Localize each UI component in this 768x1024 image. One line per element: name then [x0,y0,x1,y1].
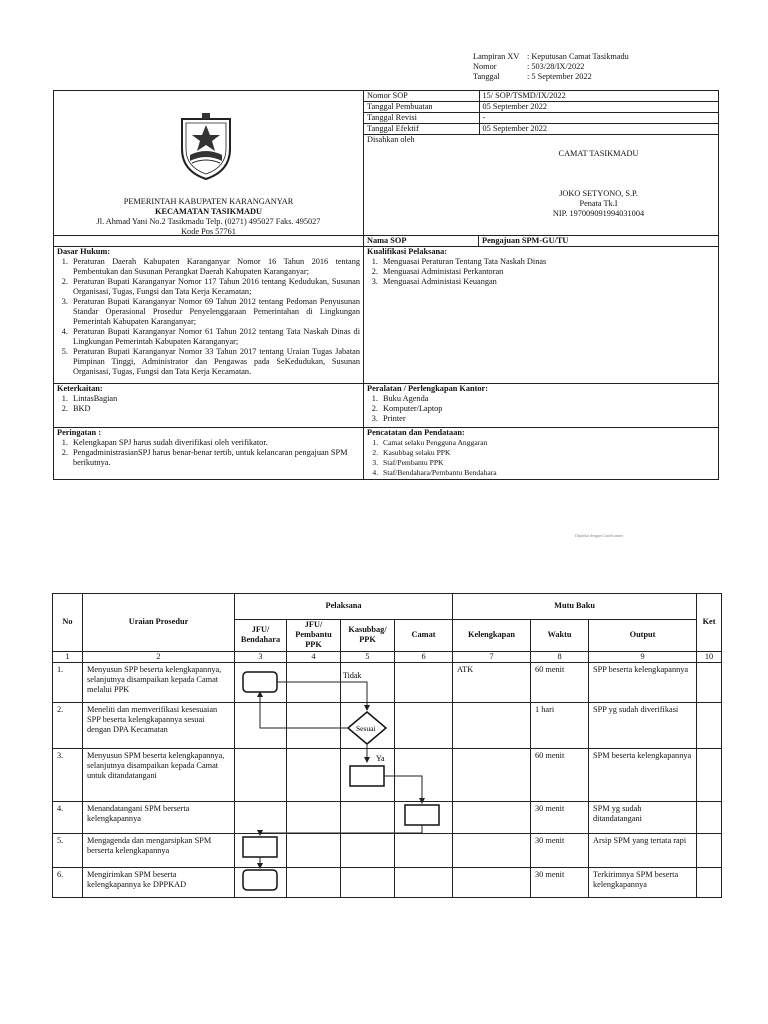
list-item: 2. Komputer/Laptop [380,404,715,414]
list-item: 1. Menguasai Peraturan Tentang Tata Naskah Dinas [380,257,715,267]
col-number: 1 [53,651,83,662]
row-output: SPP beserta kelengkapannya [589,662,697,702]
row-no: 3. [53,748,83,801]
sop-name-value: Pengajuan SPM-GU/TU [479,236,719,247]
row-kelengkapan: ATK [453,662,531,702]
kecamatan-name: KECAMATAN TASIKMADU [154,207,263,216]
row-output: SPP yg sudah diverifikasi [589,702,697,748]
kodepos: Kode Pos 57761 [181,227,236,236]
row-uraian: Mengagenda dan mengarsipkan SPM berserta kelengkapannya [83,833,235,867]
row-no: 5. [53,833,83,867]
col-no-header: No [53,594,83,652]
col-jfu-ppk-header: JFU/ Pembantu PPK [287,620,341,652]
col-camat-header: Camat [395,620,453,652]
list-item: 2. Menguasai Administasi Perkantoran [380,267,715,277]
peralatan-title: Peralatan / Perlengkapan Kantor: [367,384,488,393]
lampiran-row: Nomor : 503/28/IX/2022 [473,62,585,72]
col-output-header: Output [589,620,697,652]
row-no: 2. [53,702,83,748]
col-jfu-bendahara-header: JFU/ Bendahara [235,620,287,652]
process-box-camat [405,805,439,825]
flow-label-ya: Ya [376,754,385,763]
created-date-label: Tanggal Pembuatan [364,102,479,113]
flow-connector [277,682,367,710]
col-number: 4 [287,651,341,662]
list-item: 2. BKD [70,404,360,414]
row-waktu: 30 menit [531,867,589,897]
list-item: 1. Kelengkapan SPJ harus sudah diverifikasi oleh verifikator. [70,438,360,448]
col-number: 6 [395,651,453,662]
list-item: 5. Peraturan Bupati Karanganyar Nomor 33 Tahun 2017 tentang Uraian Tugas Jabatan Pimpinan Tinggi, Administrator dan Pengawas pada SeKedudukan, Susunan Organisasi, Tugas, Fungsi dan Tata Kerja Kecamatan. [70,347,360,377]
process-terminator-end [243,870,277,890]
sop-number-label: Nomor SOP [364,91,479,102]
row-output: Arsip SPM yang tertata rapi [589,833,697,867]
row-no: 6. [53,867,83,897]
flow-label-sesuai: Sesuai [356,724,376,733]
row-no: 4. [53,801,83,833]
col-pelaksana-header: Pelaksana [235,594,453,620]
list-item: 2. Peraturan Bupati Karanganyar Nomor 117 Tahun 2016 tentang Kedudukan, Susunan Organisasi, Tugas, Fungsi dan Tata Kerja Kecamatan; [70,277,360,297]
col-number: 10 [697,651,722,662]
effective-date-value: 05 September 2022 [479,124,718,135]
row-uraian: Menyusun SPP beserta kelengkapannya, selanjutnya disampaikan kepada Camat melalui PPK [83,662,235,702]
process-box-bendahara-arsip [243,837,277,857]
col-waktu-header: Waktu [531,620,589,652]
process-terminator-bendahara [243,672,277,692]
signatory-rank: Penata Tk.I [579,199,618,208]
list-item: 3. Peraturan Bupati Karanganyar Nomor 69 Tahun 2012 tentang Pedoman Penyusunan Standar Operasional Prosedur Penyelenggaraan Pemerintahan di Lingkungan Pemerintah Kabupaten Karanganyar; [70,297,360,327]
list-item: 1. LintasBagian [70,394,360,404]
row-uraian: Meneliti dan memverifikasi kesesuaian SPP beserta kelengkapannya sesuai dengan DPA Kecamatan [83,702,235,748]
row-waktu: 30 menit [531,801,589,833]
lampiran-row: Tanggal : 5 September 2022 [473,72,592,82]
list-item: 2. PengadministrasianSPJ harus benar-benar tertib, untuk kelancaran pengajuan SPM berikutnya. [70,448,360,468]
list-item: 1. Camat selaku Pengguna Anggaran [380,438,715,448]
effective-date-label: Tanggal Efektif [364,124,479,135]
row-uraian: Mengirimkan SPM beserta kelengkapannya ke DPPKAD [83,867,235,897]
col-mutu-header: Mutu Baku [453,594,697,620]
instansi-name: PEMERINTAH KABUPATEN KARANGANYAR [123,197,294,206]
row-output: SPM yg sudah ditandatangani [589,801,697,833]
col-number: 5 [341,651,395,662]
col-number: 2 [83,651,235,662]
list-item: 3. Staf/Pembantu PPK [380,458,715,468]
kualifikasi-title: Kualifikasi Pelaksana: [367,247,447,256]
col-ket-header: Ket [697,594,722,652]
revision-date-value: - [479,113,718,124]
list-item: 3. Printer [380,414,715,424]
signatory-nip: NIP. 197009091994031004 [552,209,645,218]
list-item: 3. Menguasai Administasi Keuangan [380,277,715,287]
flow-connector [260,692,348,728]
camat-title: CAMAT TASIKMADU [558,149,639,158]
row-uraian: Menyusun SPM beserta kelengkapannya, selanjutnya disampaikan kepada Camat untuk ditandatangani [83,748,235,801]
list-item: 2. Kasubbag selaku PPK [380,448,715,458]
dasar-hukum-title: Dasar Hukum: [57,247,111,256]
col-uraian-header: Uraian Prosedur [83,594,235,652]
sop-number-value: 15/ SOP/TSMD/IX/2022 [479,91,718,102]
revision-date-label: Tanggal Revisi [364,113,479,124]
list-item: 4. Staf/Bendahara/Pembantu Bendahara [380,468,715,478]
peringatan-title: Peringatan : [57,428,102,437]
process-box-kasubbag [350,766,384,786]
row-waktu: 30 menit [531,833,589,867]
signatory-name: JOKO SETYONO, S.P. [559,189,638,198]
flow-connector [384,776,422,803]
col-number: 9 [589,651,697,662]
row-waktu: 60 menit [531,662,589,702]
flow-label-tidak: Tidak [343,671,362,680]
lampiran-row: Lampiran XV : Keputusan Camat Tasikmadu [473,52,629,61]
keterkaitan-title: Keterkaitan: [57,384,103,393]
alamat: Jl. Ahmad Yani No.2 Tasikmadu Telp. (0271) 495027 Faks. 495027 [96,217,321,226]
row-output: SPM beserta kelengkapannya [589,748,697,801]
row-waktu: 1 hari [531,702,589,748]
list-item: 4. Peraturan Bupati Karanganyar Nomor 61 Tahun 2012 tentang Tata Naskah Dinas di Lingkungan Pemerintah Kabupaten Karanganyar; [70,327,360,347]
approved-by-label: Disahkan oleh [367,135,415,144]
flow-connector [260,825,422,835]
col-kasubbag-header: Kasubbag/ PPK [341,620,395,652]
created-date-value: 05 September 2022 [479,102,718,113]
list-item: 1. Buku Agenda [380,394,715,404]
row-waktu: 60 menit [531,748,589,801]
col-number: 3 [235,651,287,662]
row-uraian: Menandatangani SPM berserta kelengkapannya [83,801,235,833]
pencatatan-title: Pencatatan dan Pendataan: [367,428,465,437]
list-item: 1. Peraturan Daerah Kabupaten Karanganyar Nomor 16 Tahun 2016 tentang Pembentukan dan Susunan Perangkat Daerah Kabupaten Karanganyar; [70,257,360,277]
col-number: 7 [453,651,531,662]
col-number: 8 [531,651,589,662]
scanner-watermark: Dipindai dengan CamScanner [575,533,623,538]
row-no: 1. [53,662,83,702]
sop-name-label: Nama SOP [364,236,479,247]
col-kelengkapan-header: Kelengkapan [453,620,531,652]
row-output: Terkirimnya SPM beserta kelengkapannya [589,867,697,897]
